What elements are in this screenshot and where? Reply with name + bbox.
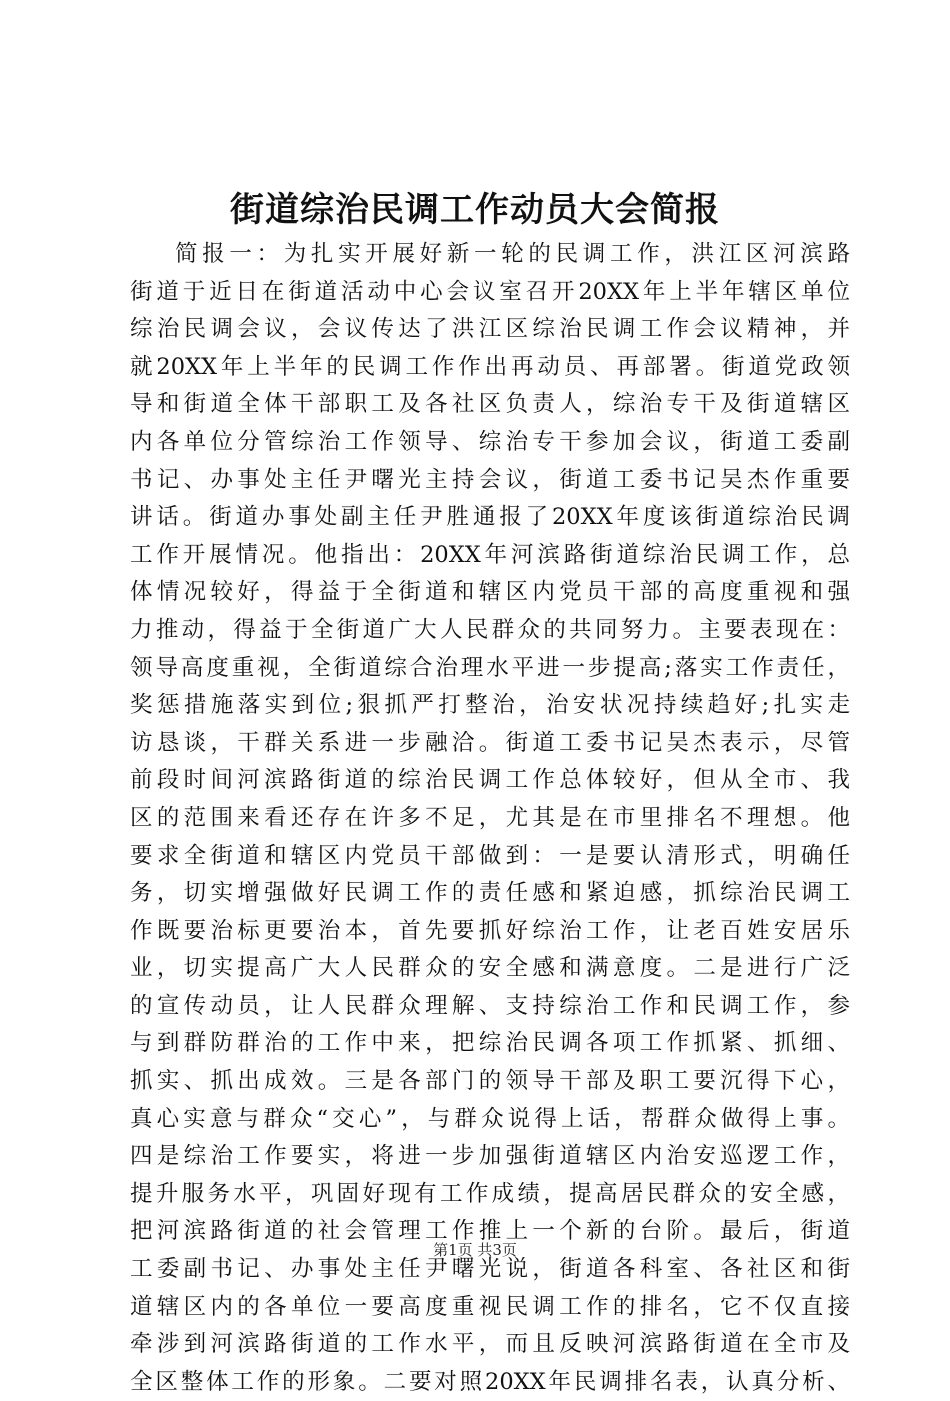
- body-line: 与到群防群治的工作中来，把综治民调各项工作抓紧、抓细、: [130, 1030, 850, 1057]
- page-footer: [0, 1240, 950, 1260]
- body-line: 的宣传动员，让人民群众理解、支持综治工作和民调工作，参: [130, 992, 850, 1019]
- body-line: 牵涉到河滨路街道的工作水平，而且反映河滨路街道在全市及: [130, 1331, 850, 1358]
- body-line: 体情况较好，得益于全街道和辖区内党员干部的高度重视和强: [130, 579, 850, 606]
- body-line: 简报一：为扎实开展好新一轮的民调工作，洪江区河滨路: [175, 241, 850, 267]
- body-line: 力推动，得益于全街道广大人民群众的共同努力。主要表现在：: [130, 616, 850, 643]
- body-line: 提升服务水平，巩固好现有工作成绩，提高居民群众的安全感，: [130, 1180, 850, 1207]
- body-line: 奖惩措施落实到位;狠抓严打整治，治安状况持续趋好;扎实走: [130, 692, 850, 719]
- body-line: 导和街道全体干部职工及各社区负责人，综治专干及街道辖区: [130, 391, 850, 418]
- body-line: 内各单位分管综治工作领导、综治专干参加会议，街道工委副: [130, 428, 850, 455]
- body-line: 区的范围来看还存在许多不足，尤其是在市里排名不理想。他: [130, 804, 850, 831]
- body-line: 书记、办事处主任尹曙光主持会议，街道工委书记吴杰作重要: [130, 466, 850, 493]
- body-line: 街道于近日在街道活动中心会议室召开20XX年上半年辖区单位: [130, 278, 850, 305]
- body-line: 就20XX年上半年的民调工作作出再动员、再部署。街道党政领: [130, 353, 850, 380]
- body-line: 访恳谈，干群关系进一步融洽。街道工委书记吴杰表示，尽管: [130, 729, 850, 756]
- body-line: 真心实意与群众“交心”，与群众说得上话，帮群众做得上事。: [130, 1105, 850, 1132]
- page-title: 街道综治民调工作动员大会简报: [230, 190, 720, 230]
- body-line: 前段时间河滨路街道的综治民调工作总体较好，但从全市、我: [130, 767, 850, 794]
- body-line: 工作开展情况。他指出：20XX年河滨路街道综治民调工作，总: [130, 541, 850, 568]
- body-line: 全区整体工作的形象。二要对照20XX年民调排名表，认真分析、: [130, 1368, 850, 1395]
- body-line: 要求全街道和辖区内党员干部做到：一是要认清形式，明确任: [130, 842, 850, 869]
- body-line: 抓实、抓出成效。三是各部门的领导干部及职工要沉得下心，: [130, 1068, 850, 1095]
- body-line: 四是综治工作要实，将进一步加强街道辖区内治安巡逻工作，: [130, 1143, 850, 1170]
- body-line: 讲话。街道办事处副主任尹胜通报了20XX年度该街道综治民调: [130, 504, 850, 531]
- body-line: 综治民调会议，会议传达了洪江区综治民调工作会议精神，并: [130, 316, 850, 343]
- document-body: [130, 236, 850, 1401]
- body-line: 工委副书记、办事处主任尹曙光说，街道各科室、各社区和街: [130, 1256, 850, 1283]
- body-line: 作既要治标更要治本，首先要抓好综治工作，让老百姓安居乐: [130, 917, 850, 944]
- body-line: 领导高度重视，全街道综合治理水平进一步提高;落实工作责任，: [130, 654, 850, 681]
- body-line: 把河滨路街道的社会管理工作推上一个新的台阶。最后，街道: [130, 1218, 850, 1245]
- page-number: 第1页 共3页: [433, 1241, 517, 1259]
- body-line: 业，切实提高广大人民群众的安全感和满意度。二是进行广泛: [130, 955, 850, 982]
- body-line: 道辖区内的各单位一要高度重视民调工作的排名，它不仅直接: [130, 1293, 850, 1320]
- body-line: 务，切实增强做好民调工作的责任感和紧迫感，抓综治民调工: [130, 880, 850, 907]
